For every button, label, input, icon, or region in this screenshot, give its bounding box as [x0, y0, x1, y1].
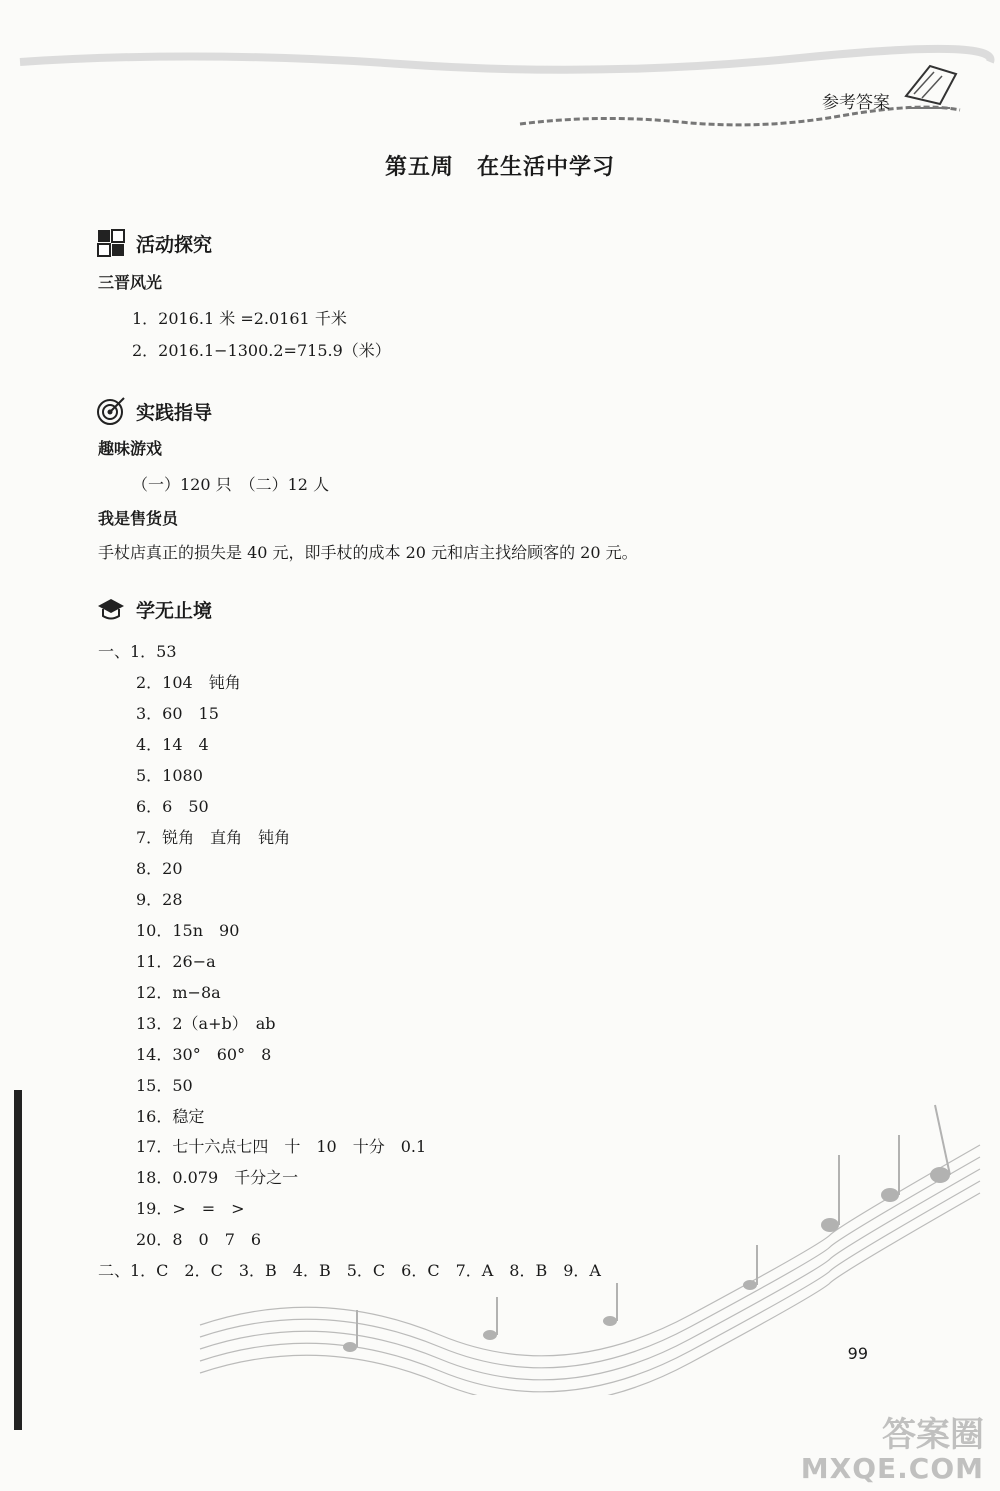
music-notes-decoration [190, 1085, 990, 1395]
graduation-cap-icon [96, 594, 126, 624]
study-item: 19．> = > [136, 1199, 245, 1218]
practice-line-2: 手杖店真正的损失是 40 元，即手杖的成本 20 元和店主找给顾客的 20 元。 [98, 543, 638, 562]
practice-line-1: （一）120 只 （二）12 人 [132, 475, 330, 494]
puzzle-icon [96, 228, 126, 258]
section-activity-heading [96, 228, 212, 258]
practice-subheading-1: 趣味游戏 [98, 439, 163, 458]
study-item: 二、1．C 2．C 3．B 4．B 5．C 6．C 7．A 8．B 9．A [98, 1261, 601, 1280]
study-item: 6．6 50 [136, 797, 209, 816]
beach-chair-icon [900, 56, 962, 116]
page-number: 99 [847, 1344, 868, 1363]
section-study-heading [96, 594, 212, 624]
activity-line-1: 1．2016.1 米 =2.0161 千米 [132, 309, 347, 328]
study-item: 一、1．53 [98, 642, 177, 661]
practice-subheading-2: 我是售货员 [98, 509, 179, 528]
watermark [800, 1414, 984, 1486]
study-item: 17．七十六点七四 十 10 十分 0.1 [136, 1137, 427, 1156]
study-item: 4．14 4 [136, 735, 209, 754]
study-item: 16．稳定 [136, 1107, 205, 1126]
section-activity-title: 活动探究 [136, 233, 213, 256]
section-practice-title: 实践指导 [136, 401, 213, 424]
study-item: 10．15n 90 [136, 921, 240, 940]
target-icon [96, 396, 126, 426]
study-item: 9．28 [136, 890, 183, 909]
study-item: 14．30° 60° 8 [136, 1045, 272, 1064]
study-item: 3．60 15 [136, 704, 219, 723]
activity-subheading: 三晋风光 [98, 273, 163, 292]
watermark-line-2: MXQE.COM [800, 1452, 984, 1486]
page-title: 第五周 在生活中学习 [384, 155, 615, 180]
study-item: 2．104 钝角 [136, 673, 241, 692]
study-item: 20．8 0 7 6 [136, 1230, 262, 1249]
study-item: 15．50 [136, 1076, 193, 1095]
header-reference-label: 参考答案 [822, 93, 890, 113]
study-item: 8．20 [136, 859, 183, 878]
study-item: 18．0.079 千分之一 [136, 1168, 299, 1187]
section-practice-heading [96, 396, 212, 426]
watermark-line-1: 答案圈 [882, 1414, 984, 1455]
binding-edge [14, 1090, 22, 1430]
section-study-title: 学无止境 [136, 599, 213, 622]
study-item: 5．1080 [136, 766, 203, 785]
study-item: 7．锐角 直角 钝角 [136, 828, 291, 847]
study-item: 11．26−a [136, 952, 216, 971]
activity-line-2: 2．2016.1−1300.2=715.9（米） [132, 341, 391, 360]
study-item: 13．2（a+b） ab [136, 1014, 276, 1033]
study-item: 12．m−8a [136, 983, 221, 1002]
